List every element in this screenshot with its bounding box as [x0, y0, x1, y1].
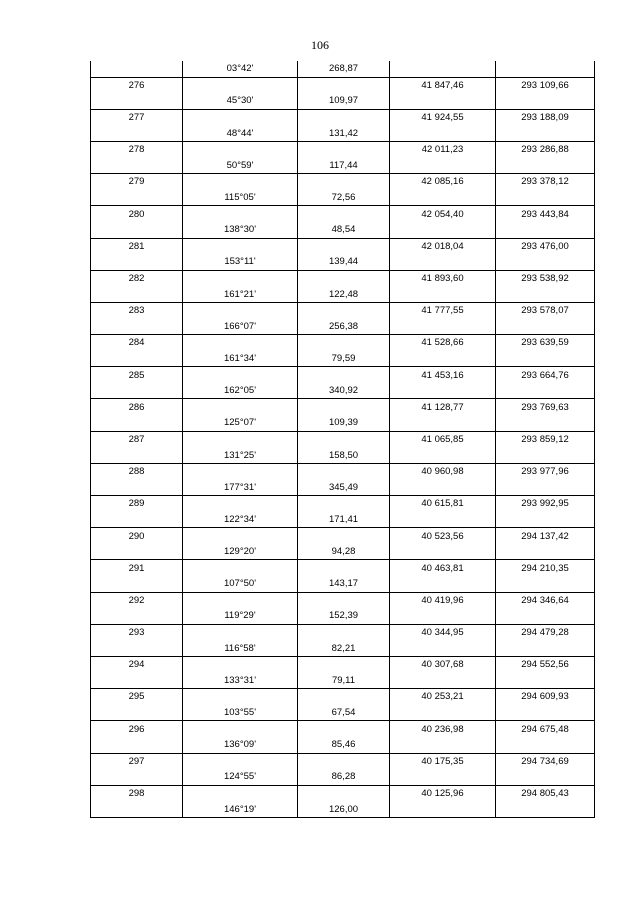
x-coordinate-cell: 41 065,85	[390, 431, 496, 447]
x-coordinate-cell	[390, 769, 496, 785]
y-coordinate-cell	[496, 125, 595, 141]
y-coordinate-cell: 294 210,35	[496, 560, 595, 576]
x-coordinate-cell	[390, 479, 496, 495]
angle-cell	[183, 592, 298, 608]
x-coordinate-cell: 40 419,96	[390, 592, 496, 608]
y-coordinate-cell	[496, 544, 595, 560]
point-number-cell	[91, 222, 183, 238]
point-row	[91, 431, 595, 447]
length-cell: 268,87	[298, 61, 390, 77]
angle-cell	[183, 721, 298, 737]
point-number-cell: 281	[91, 238, 183, 254]
y-coordinate-cell: 294 805,43	[496, 785, 595, 801]
length-cell: 109,97	[298, 93, 390, 109]
y-coordinate-cell	[496, 415, 595, 431]
angle-cell	[183, 367, 298, 383]
length-cell	[298, 496, 390, 512]
angle-cell: 161°21'	[183, 286, 298, 302]
segment-row	[91, 673, 595, 689]
length-cell: 79,11	[298, 673, 390, 689]
point-number-cell	[91, 737, 183, 753]
angle-cell	[183, 689, 298, 705]
y-coordinate-cell: 293 188,09	[496, 109, 595, 125]
x-coordinate-cell	[390, 737, 496, 753]
y-coordinate-cell	[496, 93, 595, 109]
x-coordinate-cell: 41 128,77	[390, 399, 496, 415]
point-number-cell: 286	[91, 399, 183, 415]
point-number-cell: 290	[91, 528, 183, 544]
length-cell: 143,17	[298, 576, 390, 592]
point-number-cell: 296	[91, 721, 183, 737]
point-row	[91, 528, 595, 544]
y-coordinate-cell: 294 552,56	[496, 656, 595, 672]
x-coordinate-cell	[390, 319, 496, 335]
angle-cell	[183, 785, 298, 801]
angle-cell: 131°25'	[183, 447, 298, 463]
point-number-cell	[91, 190, 183, 206]
angle-cell	[183, 238, 298, 254]
point-row	[91, 592, 595, 608]
angle-cell: 107°50'	[183, 576, 298, 592]
page-number: 106	[311, 38, 329, 52]
length-cell	[298, 270, 390, 286]
y-coordinate-cell	[496, 254, 595, 270]
x-coordinate-cell	[390, 640, 496, 656]
length-cell	[298, 431, 390, 447]
length-cell: 340,92	[298, 383, 390, 399]
angle-cell: 124°55'	[183, 769, 298, 785]
y-coordinate-cell: 293 664,76	[496, 367, 595, 383]
x-coordinate-cell	[390, 705, 496, 721]
length-cell	[298, 528, 390, 544]
y-coordinate-cell	[496, 61, 595, 77]
angle-cell	[183, 109, 298, 125]
point-number-cell	[91, 479, 183, 495]
length-cell: 82,21	[298, 640, 390, 656]
angle-cell: 03°42'	[183, 61, 298, 77]
point-number-cell	[91, 254, 183, 270]
angle-cell: 129°20'	[183, 544, 298, 560]
segment-row	[91, 576, 595, 592]
y-coordinate-cell	[496, 512, 595, 528]
y-coordinate-cell	[496, 576, 595, 592]
angle-cell: 45°30'	[183, 93, 298, 109]
segment-row	[91, 705, 595, 721]
angle-cell: 50°59'	[183, 158, 298, 174]
length-cell	[298, 77, 390, 93]
length-cell: 117,44	[298, 158, 390, 174]
x-coordinate-cell	[390, 544, 496, 560]
segment-row	[91, 640, 595, 656]
y-coordinate-cell	[496, 479, 595, 495]
segment-row	[91, 383, 595, 399]
point-number-cell: 284	[91, 335, 183, 351]
segment-row	[91, 254, 595, 270]
x-coordinate-cell: 40 960,98	[390, 463, 496, 479]
y-coordinate-cell: 293 538,92	[496, 270, 595, 286]
length-cell	[298, 335, 390, 351]
point-number-cell: 283	[91, 302, 183, 318]
y-coordinate-cell	[496, 640, 595, 656]
x-coordinate-cell: 41 893,60	[390, 270, 496, 286]
y-coordinate-cell	[496, 222, 595, 238]
y-coordinate-cell	[496, 286, 595, 302]
point-row	[91, 624, 595, 640]
x-coordinate-cell: 40 175,35	[390, 753, 496, 769]
angle-cell: 177°31'	[183, 479, 298, 495]
x-coordinate-cell	[390, 673, 496, 689]
point-number-cell: 291	[91, 560, 183, 576]
length-cell	[298, 109, 390, 125]
coordinates-table-body	[91, 61, 595, 817]
point-number-cell	[91, 61, 183, 77]
length-cell: 109,39	[298, 415, 390, 431]
angle-cell: 115°05'	[183, 190, 298, 206]
length-cell: 152,39	[298, 608, 390, 624]
point-row	[91, 141, 595, 157]
point-number-cell	[91, 705, 183, 721]
point-number-cell: 289	[91, 496, 183, 512]
y-coordinate-cell: 293 578,07	[496, 302, 595, 318]
angle-cell: 48°44'	[183, 125, 298, 141]
point-row	[91, 335, 595, 351]
point-row	[91, 367, 595, 383]
angle-cell: 116°58'	[183, 640, 298, 656]
point-number-cell	[91, 286, 183, 302]
point-row	[91, 109, 595, 125]
y-coordinate-cell: 294 734,69	[496, 753, 595, 769]
segment-row	[91, 447, 595, 463]
point-number-cell	[91, 351, 183, 367]
angle-cell: 153°11'	[183, 254, 298, 270]
point-number-cell: 282	[91, 270, 183, 286]
segment-row	[91, 608, 595, 624]
point-row	[91, 785, 595, 801]
point-row	[91, 656, 595, 672]
x-coordinate-cell	[390, 254, 496, 270]
length-cell: 256,38	[298, 319, 390, 335]
segment-row	[91, 286, 595, 302]
angle-cell	[183, 141, 298, 157]
point-number-cell: 297	[91, 753, 183, 769]
angle-cell	[183, 624, 298, 640]
point-number-cell: 276	[91, 77, 183, 93]
point-number-cell	[91, 319, 183, 335]
point-number-cell: 293	[91, 624, 183, 640]
x-coordinate-cell	[390, 608, 496, 624]
y-coordinate-cell: 293 286,88	[496, 141, 595, 157]
point-row	[91, 753, 595, 769]
angle-cell: 133°31'	[183, 673, 298, 689]
point-number-cell	[91, 383, 183, 399]
segment-row	[91, 190, 595, 206]
point-number-cell	[91, 544, 183, 560]
x-coordinate-cell: 42 085,16	[390, 174, 496, 190]
point-row	[91, 463, 595, 479]
y-coordinate-cell: 294 346,64	[496, 592, 595, 608]
point-number-cell: 277	[91, 109, 183, 125]
angle-cell	[183, 753, 298, 769]
point-number-cell: 285	[91, 367, 183, 383]
y-coordinate-cell	[496, 383, 595, 399]
angle-cell: 136°09'	[183, 737, 298, 753]
x-coordinate-cell	[390, 576, 496, 592]
angle-cell: 138°30'	[183, 222, 298, 238]
y-coordinate-cell	[496, 769, 595, 785]
segment-row	[91, 479, 595, 495]
point-number-cell: 298	[91, 785, 183, 801]
point-number-cell	[91, 512, 183, 528]
angle-cell: 119°29'	[183, 608, 298, 624]
length-cell: 131,42	[298, 125, 390, 141]
x-coordinate-cell	[390, 190, 496, 206]
angle-cell: 146°19'	[183, 801, 298, 817]
x-coordinate-cell	[390, 415, 496, 431]
length-cell	[298, 367, 390, 383]
point-row	[91, 206, 595, 222]
length-cell: 79,59	[298, 351, 390, 367]
point-row	[91, 689, 595, 705]
length-cell	[298, 560, 390, 576]
x-coordinate-cell: 40 344,95	[390, 624, 496, 640]
point-row	[91, 238, 595, 254]
x-coordinate-cell	[390, 383, 496, 399]
y-coordinate-cell	[496, 737, 595, 753]
y-coordinate-cell: 293 977,96	[496, 463, 595, 479]
length-cell: 158,50	[298, 447, 390, 463]
x-coordinate-cell	[390, 447, 496, 463]
segment-row	[91, 769, 595, 785]
length-cell: 85,46	[298, 737, 390, 753]
length-cell: 48,54	[298, 222, 390, 238]
point-row	[91, 560, 595, 576]
segment-row	[91, 125, 595, 141]
point-number-cell: 287	[91, 431, 183, 447]
y-coordinate-cell	[496, 319, 595, 335]
point-number-cell	[91, 447, 183, 463]
length-cell	[298, 174, 390, 190]
angle-cell	[183, 174, 298, 190]
length-cell: 171,41	[298, 512, 390, 528]
point-number-cell: 280	[91, 206, 183, 222]
x-coordinate-cell	[390, 801, 496, 817]
y-coordinate-cell: 294 675,48	[496, 721, 595, 737]
point-row	[91, 721, 595, 737]
x-coordinate-cell: 40 236,98	[390, 721, 496, 737]
angle-cell	[183, 656, 298, 672]
length-cell	[298, 302, 390, 318]
point-number-cell: 278	[91, 141, 183, 157]
y-coordinate-cell	[496, 608, 595, 624]
y-coordinate-cell	[496, 801, 595, 817]
point-row	[91, 77, 595, 93]
y-coordinate-cell: 293 859,12	[496, 431, 595, 447]
point-row	[91, 174, 595, 190]
x-coordinate-cell	[390, 125, 496, 141]
length-cell: 126,00	[298, 801, 390, 817]
y-coordinate-cell: 293 443,84	[496, 206, 595, 222]
point-number-cell	[91, 125, 183, 141]
point-row	[91, 270, 595, 286]
point-number-cell	[91, 608, 183, 624]
y-coordinate-cell	[496, 673, 595, 689]
angle-cell	[183, 335, 298, 351]
point-number-cell: 294	[91, 656, 183, 672]
y-coordinate-cell: 293 378,12	[496, 174, 595, 190]
coordinates-table	[90, 61, 595, 818]
segment-row	[91, 319, 595, 335]
angle-cell: 125°07'	[183, 415, 298, 431]
angle-cell	[183, 560, 298, 576]
x-coordinate-cell: 40 523,56	[390, 528, 496, 544]
length-cell	[298, 721, 390, 737]
length-cell	[298, 141, 390, 157]
length-cell	[298, 206, 390, 222]
y-coordinate-cell: 294 479,28	[496, 624, 595, 640]
angle-cell	[183, 77, 298, 93]
x-coordinate-cell	[390, 158, 496, 174]
x-coordinate-cell: 40 615,81	[390, 496, 496, 512]
length-cell: 345,49	[298, 479, 390, 495]
length-cell	[298, 753, 390, 769]
x-coordinate-cell	[390, 512, 496, 528]
point-number-cell	[91, 93, 183, 109]
length-cell	[298, 592, 390, 608]
length-cell	[298, 624, 390, 640]
y-coordinate-cell	[496, 705, 595, 721]
angle-cell	[183, 431, 298, 447]
point-row	[91, 302, 595, 318]
angle-cell	[183, 270, 298, 286]
x-coordinate-cell	[390, 351, 496, 367]
point-number-cell	[91, 640, 183, 656]
x-coordinate-cell	[390, 286, 496, 302]
x-coordinate-cell: 42 054,40	[390, 206, 496, 222]
point-number-cell	[91, 576, 183, 592]
angle-cell	[183, 206, 298, 222]
angle-cell	[183, 528, 298, 544]
length-cell: 94,28	[298, 544, 390, 560]
y-coordinate-cell: 294 137,42	[496, 528, 595, 544]
length-cell: 67,54	[298, 705, 390, 721]
segment-row	[91, 512, 595, 528]
y-coordinate-cell	[496, 447, 595, 463]
y-coordinate-cell: 293 992,95	[496, 496, 595, 512]
length-cell: 72,56	[298, 190, 390, 206]
x-coordinate-cell	[390, 61, 496, 77]
point-number-cell	[91, 673, 183, 689]
length-cell	[298, 399, 390, 415]
length-cell	[298, 238, 390, 254]
angle-cell: 166°07'	[183, 319, 298, 335]
angle-cell	[183, 463, 298, 479]
point-number-cell	[91, 415, 183, 431]
angle-cell	[183, 399, 298, 415]
point-number-cell: 288	[91, 463, 183, 479]
x-coordinate-cell: 40 307,68	[390, 656, 496, 672]
y-coordinate-cell: 293 769,63	[496, 399, 595, 415]
point-number-cell: 279	[91, 174, 183, 190]
x-coordinate-cell: 40 463,81	[390, 560, 496, 576]
segment-row	[91, 415, 595, 431]
x-coordinate-cell	[390, 222, 496, 238]
point-number-cell: 292	[91, 592, 183, 608]
segment-row	[91, 222, 595, 238]
segment-row	[91, 737, 595, 753]
angle-cell	[183, 302, 298, 318]
angle-cell: 162°05'	[183, 383, 298, 399]
point-number-cell	[91, 769, 183, 785]
point-number-cell	[91, 801, 183, 817]
point-row	[91, 399, 595, 415]
length-cell	[298, 463, 390, 479]
angle-cell	[183, 496, 298, 512]
length-cell: 86,28	[298, 769, 390, 785]
length-cell	[298, 656, 390, 672]
y-coordinate-cell	[496, 351, 595, 367]
segment-row	[91, 544, 595, 560]
length-cell: 139,44	[298, 254, 390, 270]
segment-row	[91, 61, 595, 77]
segment-row	[91, 158, 595, 174]
point-row	[91, 496, 595, 512]
point-number-cell: 295	[91, 689, 183, 705]
x-coordinate-cell: 41 453,16	[390, 367, 496, 383]
x-coordinate-cell: 42 011,23	[390, 141, 496, 157]
x-coordinate-cell: 41 777,55	[390, 302, 496, 318]
length-cell: 122,48	[298, 286, 390, 302]
x-coordinate-cell: 41 924,55	[390, 109, 496, 125]
y-coordinate-cell: 293 639,59	[496, 335, 595, 351]
segment-row	[91, 351, 595, 367]
segment-row	[91, 801, 595, 817]
length-cell	[298, 785, 390, 801]
x-coordinate-cell: 41 847,46	[390, 77, 496, 93]
x-coordinate-cell: 41 528,66	[390, 335, 496, 351]
x-coordinate-cell	[390, 93, 496, 109]
angle-cell: 103°55'	[183, 705, 298, 721]
segment-row	[91, 93, 595, 109]
y-coordinate-cell: 293 476,00	[496, 238, 595, 254]
angle-cell: 161°34'	[183, 351, 298, 367]
y-coordinate-cell	[496, 158, 595, 174]
x-coordinate-cell: 40 125,96	[390, 785, 496, 801]
point-number-cell	[91, 158, 183, 174]
x-coordinate-cell: 40 253,21	[390, 689, 496, 705]
y-coordinate-cell: 293 109,66	[496, 77, 595, 93]
y-coordinate-cell: 294 609,93	[496, 689, 595, 705]
length-cell	[298, 689, 390, 705]
angle-cell: 122°34'	[183, 512, 298, 528]
y-coordinate-cell	[496, 190, 595, 206]
x-coordinate-cell: 42 018,04	[390, 238, 496, 254]
